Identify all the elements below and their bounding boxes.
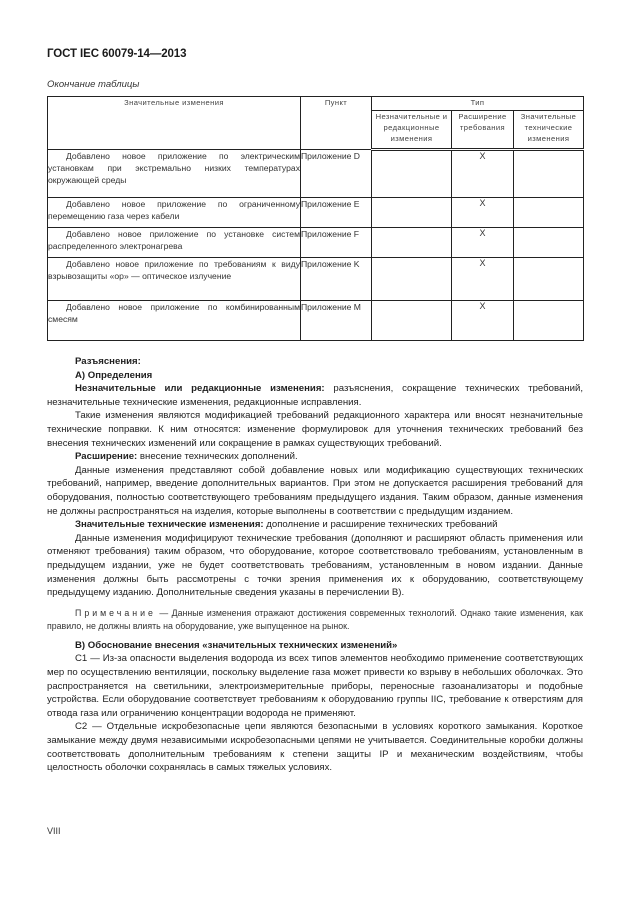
change-cell: Добавлено новое приложение по требованиям к виду взрывозащиты «ор» — оптическое излучение [48,258,301,301]
major-cell [514,228,584,258]
minor-cell [372,228,452,258]
table-row [48,301,584,341]
major-cell [514,301,584,341]
major-paragraph: Данные изменения модифицируют технические требования (дополняют и расширяют область применения или отменяют требования) таким образом, что оборудование, которое соответствовало требованиям, установленным в предыдущем издании, уже не будет соответствовать требованиям, установленным в новом издании. Данные изменения должны быть рассмотрены с точки зрения применения их к оборудованию, соответствующему предыдущему изданию. Дополнительные сведения указаны в перечислении В). [47,532,583,599]
extension-cell: X [452,150,514,198]
minor-cell [372,258,452,301]
explanations-section [47,355,583,775]
table-row [48,150,584,198]
table-row [48,228,584,258]
clause-cell: Приложение F [301,228,372,258]
extension-cell: X [452,301,514,341]
table-caption: Окончание таблицы [47,79,140,90]
document-header: ГОСТ IEC 60079-14—2013 [47,48,187,60]
header-minor: Незначительные и редакционные изменения [372,111,452,150]
extension-cell: X [452,198,514,228]
extension-cell: X [452,228,514,258]
minor-paragraph: Такие изменения являются модификацией требований редакционного характера или вносят незначительные технические поправки. К ним относятся: изменение формулировок для уточнения технических требований без внесения технических изменений или сокращение в рамках существующих требований. [47,410,583,449]
change-cell: Добавлено новое приложение по ограниченному перемещению газа через кабели [48,198,301,228]
header-changes: Значительные изменения [48,97,301,150]
header-type: Тип [372,97,584,111]
explanations-title: Разъяснения: [75,356,141,367]
minor-cell [372,150,452,198]
change-cell: Добавлено новое приложение по установке систем распределенного электронагрева [48,228,301,258]
clause-cell: Приложение K [301,258,372,301]
table-row [48,258,584,301]
paragraph-c1: С1 — Из-за опасности выделения водорода из всех типов элементов необходимо применение соответствующих мер по осуществлению вентиляции, поскольку выделение газа может привести ко взрыву в небольших оболочках. Это распространяется на светильники, электроизмерительные приборы, переносные газоанализаторы и подобные устройства. Если оборудование соответствует требованиям к оборудованию группы IIC, требование к отверстиям для отвода газа или ограничению концентрации водорода не применяют. [47,653,583,719]
table-row [48,198,584,228]
header-extension: Расширение требования [452,111,514,150]
change-cell: Добавлено новое приложение по комбинированным смесям [48,301,301,341]
extension-paragraph: Данные изменения представляют собой добавление новых или модификацию существующих технических требований, например, введение дополнительных вариантов. При этом не допускается расширения требований для оборудования, полностью соответствующего требованиям предыдущего издания. Таким образом, данные изменения не должны распространяться на изделия, которые выполнены в соответствии с предыдущим изданием. [47,464,583,517]
header-major: Значительные технические изменения [514,111,584,150]
major-cell [514,150,584,198]
major-cell [514,258,584,301]
clause-cell: Приложение M [301,301,372,341]
page-number: VIII [47,826,61,836]
section-a-title: А) Определения [75,369,153,381]
note: Примечание — Данные изменения отражают достижения современных технологий. Однако такие изменения, как правило, не должны влиять на оборудование, уже выпущенное на рынок. [47,607,583,632]
changes-table [47,96,584,341]
minor-definition: Незначительные или редакционные изменения: разъяснения, сокращение технических требований, незначительные технические изменения, редакционные исправления. [47,383,583,408]
change-cell: Добавлено новое приложение по электрическим установкам при экстремально низких температурах окружающей среды [48,150,301,198]
paragraph-c2: С2 — Отдельные искробезопасные цепи являются безопасными в условиях короткого замыкания. Короткое замыкание между двумя независимыми искробезопасными цепями не учитывается. Соединительные коробки должны соответствовать дополнительным требованиям к степени защиты IP и механическим воздействиям, чтобы целостность оболочки сохранялась в самых тяжелых условиях. [47,721,583,774]
extension-definition: Расширение: внесение технических дополнений. [75,451,298,463]
clause-cell: Приложение D [301,150,372,198]
major-cell [514,198,584,228]
section-b-title: В) Обоснование внесения «значительных технических изменений» [75,639,398,651]
header-clause: Пункт [301,97,372,150]
major-definition: Значительные технические изменения: дополнение и расширение технических требований [75,519,498,531]
extension-cell: X [452,258,514,301]
clause-cell: Приложение E [301,198,372,228]
minor-cell [372,198,452,228]
minor-cell [372,301,452,341]
